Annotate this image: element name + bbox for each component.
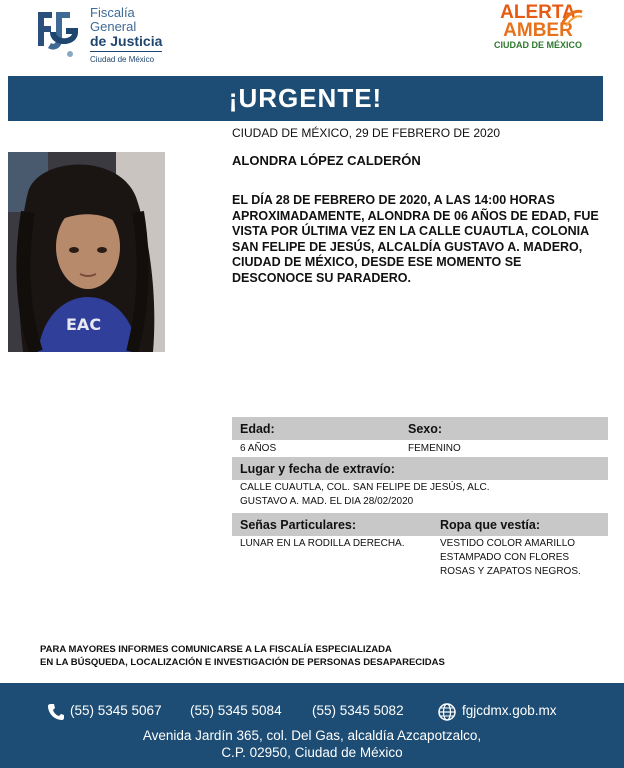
age-value: 6 AÑOS (240, 443, 277, 454)
place-value-line-2: GUSTAVO A. MAD. EL DIA 28/02/2020 (240, 496, 414, 507)
marks-value: LUNAR EN LA RODILLA DERECHA. (240, 538, 405, 549)
phone-number-2[interactable]: (55) 5345 5084 (190, 703, 282, 718)
contact-row (48, 703, 588, 723)
logo-line-1: Fiscalía (90, 5, 135, 20)
contact-note (40, 643, 445, 669)
missing-person-name: ALONDRA LÓPEZ CALDERÓN (232, 153, 421, 168)
fgj-logo-mark-icon (34, 8, 82, 64)
phone-icon (48, 703, 64, 721)
phone-number-1[interactable]: (55) 5345 5067 (70, 703, 162, 718)
fgj-logo-text (90, 6, 162, 67)
clothes-value-line-1: VESTIDO COLOR AMARILLO (440, 538, 576, 549)
phone-number-3[interactable]: (55) 5345 5082 (312, 703, 404, 718)
alerta-amber-logo (488, 4, 588, 62)
globe-icon (438, 703, 456, 721)
contact-note-line-2: EN LA BÚSQUEDA, LOCALIZACIÓN E INVESTIGACIÓN DE PERSONAS DESAPARECIDAS (40, 657, 445, 668)
logo-line-3: de Justicia (90, 33, 163, 49)
age-sex-header (232, 417, 608, 440)
notice-description: EL DÍA 28 DE FEBRERO DE 2020, A LAS 14:00 HORAS APROXIMADAMENTE, ALONDRA DE 06 AÑOS DE EDAD, FUE VISTA POR ÚLTIMA VEZ EN LA CALLE CUAUTLA, COLONIA SAN FELIPE DE JESÚS, ALCALDÍA GUSTAVO A. MADERO, CIUDAD DE MÉXICO, DESDE ESE MOMENTO SE DESCONOCE SU PARADERO. (232, 193, 599, 285)
place-value-line-1: CALLE CUAUTLA, COL. SAN FELIPE DE JESÚS, ALC. (240, 482, 490, 493)
urgent-banner: ¡URGENTE! (8, 76, 603, 121)
amber-line-1: ALERTA (500, 2, 576, 23)
sex-value: FEMENINO (408, 443, 461, 454)
logo-line-2: General (90, 19, 137, 34)
address-line-2: C.P. 02950, Ciudad de México (221, 745, 403, 760)
amber-line-3: CIUDAD DE MÉXICO (493, 40, 582, 50)
address-line-1: Avenida Jardín 365, col. Del Gas, alcaldía Azcapotzalco, (142, 728, 482, 743)
amber-line-2: AMBER (503, 20, 573, 41)
marks-clothes-header (232, 513, 608, 536)
address (0, 727, 624, 761)
sex-label: Sexo: (408, 422, 443, 436)
notice-date: CIUDAD DE MÉXICO, 29 DE FEBRERO DE 2020 (232, 126, 501, 140)
place-label: Lugar y fecha de extravío: (240, 462, 395, 476)
website-link[interactable]: fgjcdmx.gob.mx (462, 703, 557, 718)
child-photo (8, 152, 165, 352)
clothes-label: Ropa que vestía: (440, 518, 541, 532)
amber-swoosh-icon (560, 8, 584, 28)
marks-label: Señas Particulares: (240, 518, 357, 532)
logo-line-4: Ciudad de México (90, 51, 162, 67)
place-header (232, 457, 608, 480)
svg-text:EAC: EAC (66, 315, 102, 334)
age-label: Edad: (240, 422, 275, 436)
clothes-value-line-3: ROSAS Y ZAPATOS NEGROS. (440, 566, 581, 577)
footer-bar (0, 683, 624, 768)
clothes-value-line-2: ESTAMPADO CON FLORES (440, 552, 570, 563)
child-photo-image (8, 152, 165, 352)
fgj-logo (34, 6, 164, 68)
contact-note-line-1: PARA MAYORES INFORMES COMUNICARSE A LA FISCALÍA ESPECIALIZADA (40, 644, 392, 655)
